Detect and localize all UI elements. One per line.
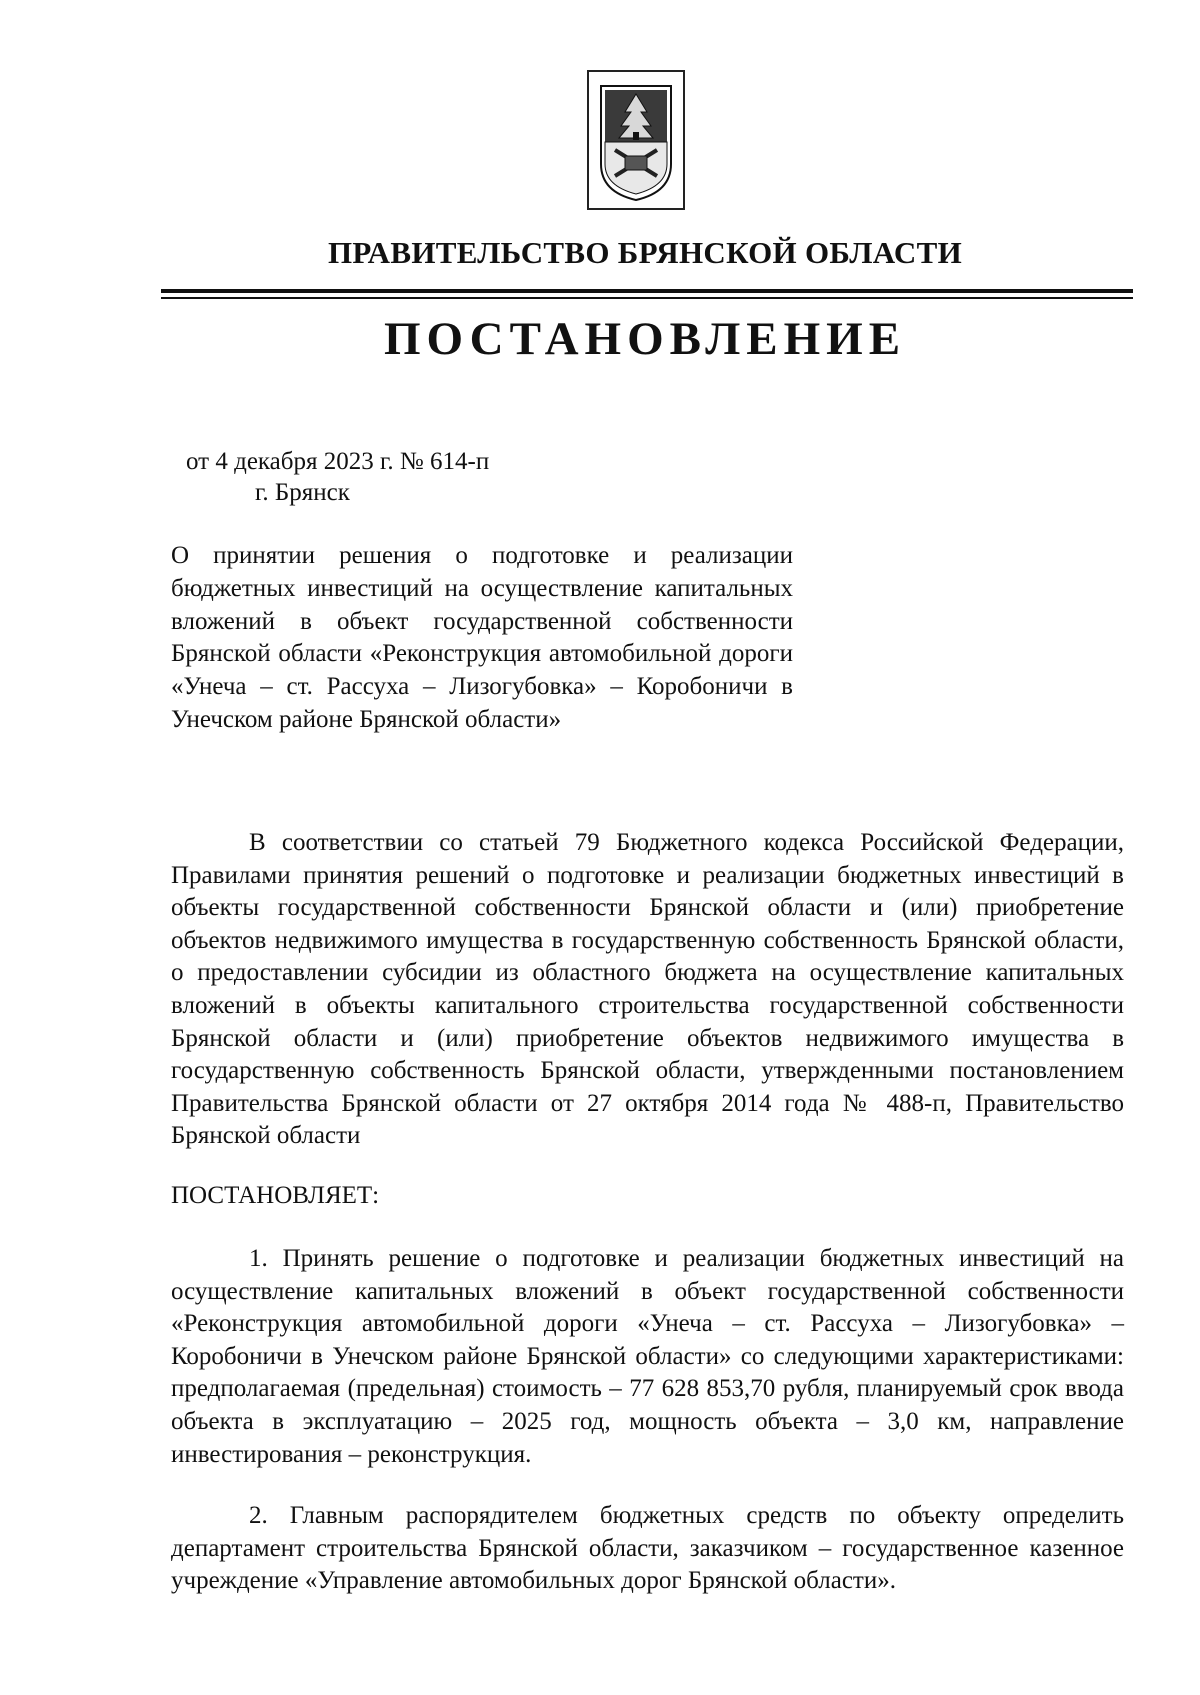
header-rule-thin [161, 297, 1133, 299]
bryansk-coat-of-arms-icon [587, 70, 685, 210]
organization-title: ПРАВИТЕЛЬСТВО БРЯНСКОЙ ОБЛАСТИ [327, 235, 963, 270]
header-rule-thick [161, 289, 1133, 293]
preamble-paragraph [171, 827, 1124, 1153]
resolve-heading: ПОСТАНОВЛЯЕТ: [171, 1182, 380, 1209]
document-city: г. Брянск [255, 479, 350, 506]
document-type-title: ПОСТАНОВЛЕНИЕ [383, 313, 907, 365]
clause-1 [171, 1243, 1124, 1471]
document-subject: О принятии решения о подготовке и реализации бюджетных инвестиций на осуществление капитальных вложений в объект государственной собственности Брянской области «Реконструкция автомобильной дороги «Унеча – ст. Рассуха – Лизогубовка» – Коробоничи в Унечском районе Брянской области» [171, 542, 793, 733]
document-date-number: от 4 декабря 2023 г. № 614-п [186, 448, 490, 475]
clause-2 [171, 1500, 1124, 1598]
preamble-text: В соответствии со статьей 79 Бюджетного кодекса Российской Федерации, Правилами принятия решений о подготовке и реализации бюджетных инвестиций в объекты государственной собственности Брянской области и (или) приобретение объектов недвижимого имущества в государственную собственность Брянской области, о предоставлении субсидии из областного бюджета на осуществление капитальных вложений в объекты капитального строительства государственной собственности Брянской области и (или) приобретение объектов недвижимого имущества в государственную собственность Брянской области, утвержденными постановлением Правительства Брянской области от 27 октября 2014 года № 488-п, Правительство Брянской области [171, 829, 1124, 1150]
clause-2-text: 2. Главным распорядителем бюджетных средств по объекту определить департамент строительства Брянской области, заказчиком – государственное казенное учреждение «Управление автомобильных дорог Брянской области». [171, 1502, 1124, 1595]
clause-1-text: 1. Принять решение о подготовке и реализации бюджетных инвестиций на осуществление капитальных вложений в объект государственной собственности «Реконструкция автомобильной дороги «Унеча – ст. Рассуха – Лизогубовка» – Коробоничи в Унечском районе Брянской области» со следующими характеристиками: предполагаемая (предельная) стоимость – 77 628 853,70 рубля, планируемый срок ввода объекта в эксплуатацию – 2025 год, мощность объекта – 3,0 км, направление инвестирования – реконструкция. [171, 1245, 1124, 1468]
